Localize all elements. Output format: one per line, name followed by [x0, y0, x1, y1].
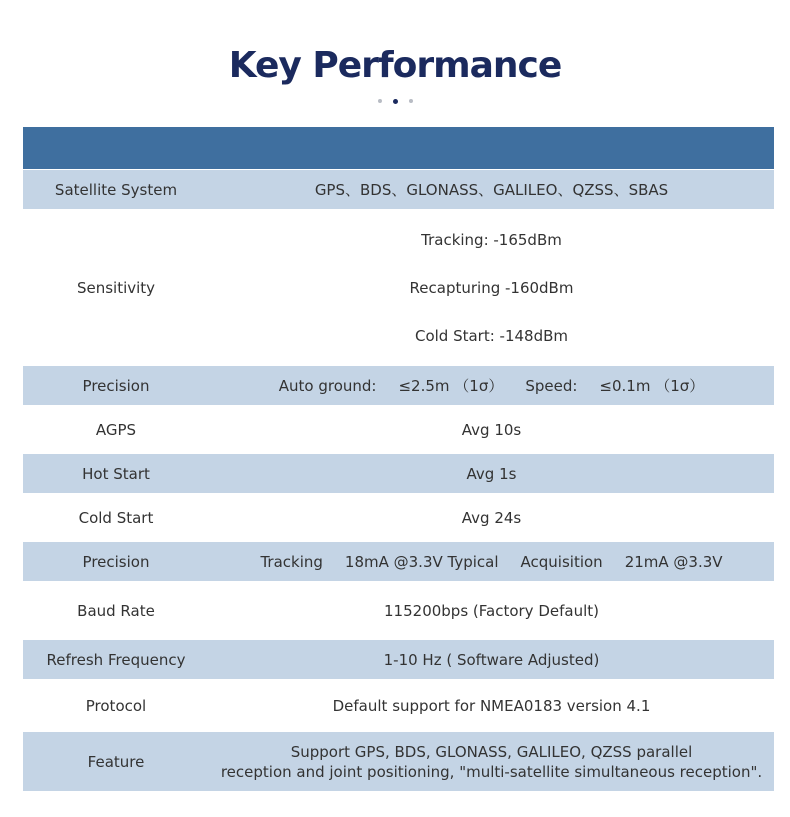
acquisition-label: Acquisition [520, 552, 603, 571]
sensitivity-recapturing: Recapturing -160dBm [409, 278, 574, 297]
tracking-value: 18mA @3.3V Typical [344, 552, 499, 571]
page-title: Key Performance [228, 45, 562, 86]
row-satellite-system [23, 170, 774, 210]
row-value: Avg 1s [466, 464, 517, 483]
indicator-dot-active [393, 99, 398, 104]
row-sensitivity [23, 210, 774, 366]
row-label: Baud Rate [77, 601, 155, 620]
auto-ground-value: ≤2.5m （1σ） [398, 377, 504, 395]
row-value [209, 375, 774, 396]
row-label: Hot Start [82, 464, 150, 483]
acquisition-value: 21mA @3.3V [624, 552, 723, 571]
table-header-bar [23, 127, 774, 170]
row-label: Sensitivity [76, 278, 156, 297]
row-protocol [23, 680, 774, 732]
row-label: Refresh Frequency [46, 650, 186, 669]
sensitivity-tracking: Tracking: -165dBm [421, 230, 562, 249]
row-label: Precision [82, 552, 150, 571]
row-label: Precision [82, 376, 150, 395]
feature-line-1: Support GPS, BDS, GLONASS, GALILEO, QZSS parallel [290, 742, 693, 761]
row-value: GPS、BDS、GLONASS、GALILEO、QZSS、SBAS [314, 181, 669, 199]
row-value [209, 553, 774, 571]
tracking-label: Tracking [260, 552, 323, 571]
sensitivity-cold-start: Cold Start: -148dBm [414, 326, 569, 345]
row-power [23, 542, 774, 582]
spec-table [23, 127, 774, 792]
feature-line-2: reception and joint positioning, "multi-satellite simultaneous reception". [220, 762, 763, 781]
indicator-dot [409, 99, 413, 103]
auto-ground-label: Auto ground: [278, 377, 377, 395]
row-value: Avg 10s [461, 420, 522, 439]
row-refresh-frequency [23, 640, 774, 680]
speed-label: Speed: [525, 377, 578, 395]
row-value: Avg 24s [461, 508, 522, 527]
row-value: 115200bps (Factory Default) [384, 601, 599, 620]
row-feature [23, 732, 774, 792]
indicator-dot [378, 99, 382, 103]
row-label: Satellite System [54, 180, 178, 199]
row-hot-start [23, 454, 774, 494]
carousel-indicator [0, 97, 790, 105]
row-label: Feature [87, 752, 145, 771]
row-value: 1-10 Hz ( Software Adjusted) [383, 650, 600, 669]
row-value [209, 742, 774, 782]
row-agps [23, 406, 774, 454]
row-label: Cold Start [78, 508, 154, 527]
row-precision [23, 366, 774, 406]
row-label: AGPS [95, 420, 137, 439]
speed-value: ≤0.1m （1σ） [599, 377, 705, 395]
row-label: Protocol [85, 696, 147, 715]
row-cold-start [23, 494, 774, 542]
row-baud-rate [23, 582, 774, 640]
row-value [209, 216, 774, 360]
row-value: Default support for NMEA0183 version 4.1 [332, 696, 651, 715]
